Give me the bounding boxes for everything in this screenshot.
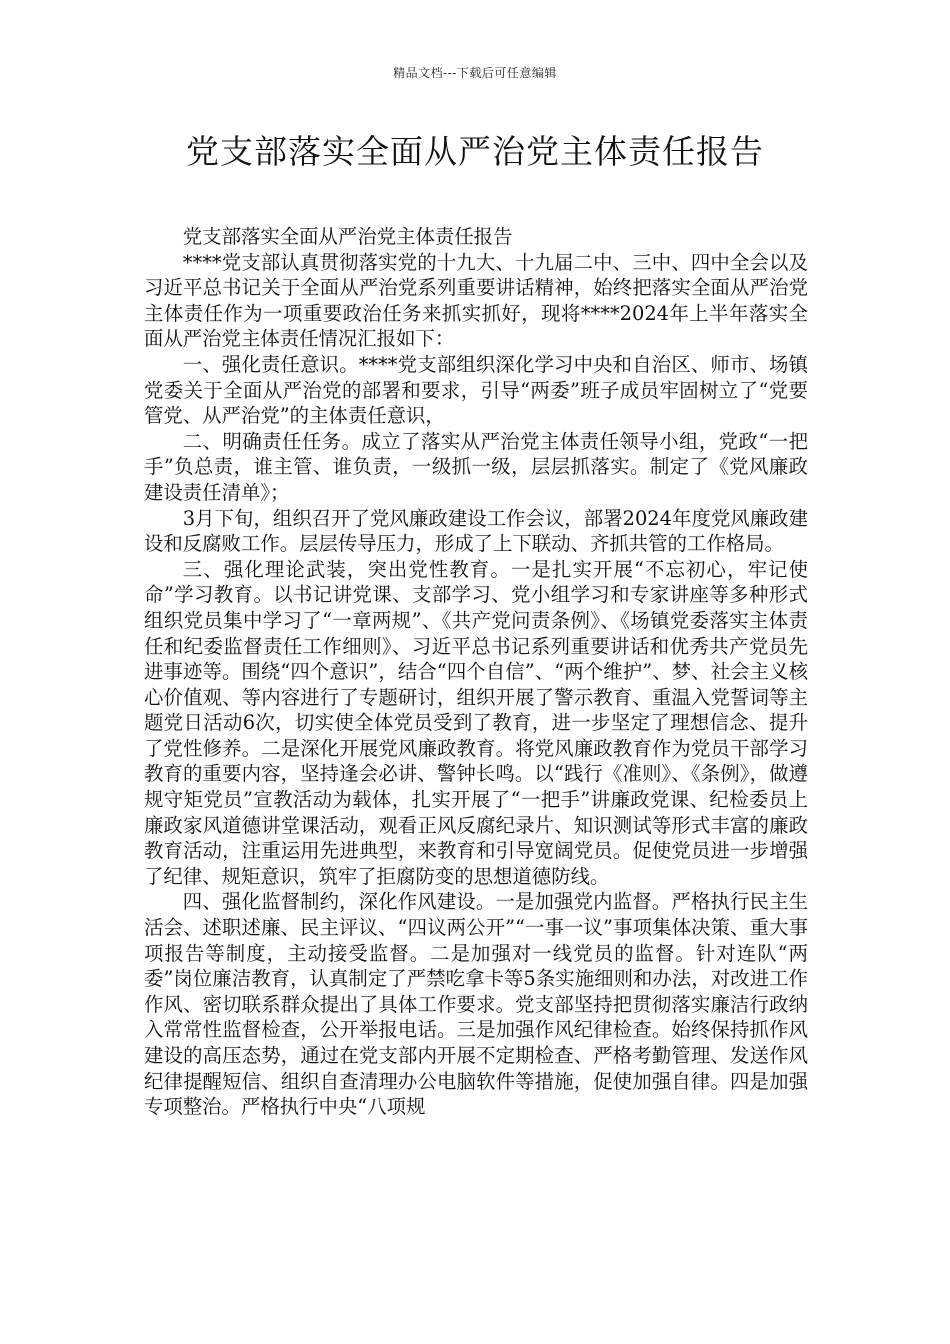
body-paragraph-intro: ****党支部认真贯彻落实党的十九大、十九届二中、三中、四中全会以及习近平总书记关于全面从严治党系列重要讲话精神，始终把落实全面从严治党主体责任作为一项重要政治任务来抓实抓好，现将****2024年上半年落实全面从严治党主体责任情况汇报如下：	[144, 250, 808, 351]
body-paragraph-section-3: 三、强化理论武装，突出党性教育。一是扎实开展“不忘初心，牢记使命”学习教育。以书记讲党课、支部学习、党小组学习和专家讲座等多种形式组织党员集中学习了“一章两规”、《共产党问责条例》、《场镇党委落实主体责任和纪委监督责任工作细则》、习近平总书记系列重要讲话和优秀共产党员先进事迹等。围绕“四个意识”，结合“四个自信”、“两个维护”、梦、社会主义核心价值观、等内容进行了专题研讨，组织开展了警示教育、重温入党誓词等主题党日活动6次，切实使全体党员受到了教育，进一步坚定了理想信念、提升了党性修养。二是深化开展党风廉政教育。将党风廉政教育作为党员干部学习教育的重要内容，坚持逢会必讲、警钟长鸣。以“践行《准则》、《条例》，做遵规守矩党员”宣教活动为载体，扎实开展了“一把手”讲廉政党课、纪检委员上廉政家风道德讲堂课活动，观看正风反腐纪录片、知识测试等形式丰富的廉政教育活动，注重运用先进典型，来教育和引导宽阔党员。促使党员进一步增强了纪律、规矩意识，筑牢了拒腐防变的思想道德防线。	[144, 557, 808, 888]
body-paragraph-section-4: 四、强化监督制约，深化作风建设。一是加强党内监督。严格执行民主生活会、述职述廉、民主评议、“四议两公开”“一事一议”事项集体决策、重大事项报告等制度，主动接受监督。二是加强对一线党员的监督。针对连队“两委”岗位廉洁教育，认真制定了严禁吃拿卡等5条实施细则和办法，对改进工作作风、密切联系群众提出了具体工作要求。党支部坚持把贯彻落实廉洁行政纳入常常性监督检查，公开举报电话。三是加强作风纪律检查。始终保持抓作风建设的高压态势，通过在党支部内开展不定期检查、严格考勤管理、发送作风纪律提醒短信、组织自查清理办公电脑软件等措施，促使加强自律。四是加强专项整治。严格执行中央“八项规	[144, 890, 808, 1119]
document-title: 党支部落实全面从严治党主体责任报告	[186, 132, 764, 171]
document-body	[144, 224, 808, 1120]
header-note: 精品文档---下载后可任意编辑	[393, 66, 557, 80]
body-paragraph-subtitle: 党支部落实全面从严治党主体责任报告	[182, 225, 513, 248]
body-paragraph-section-2: 二、明确责任任务。成立了落实从严治党主体责任领导小组，党政“一把手”负总责，谁主管、谁负责，一级抓一级，层层抓落实。制定了《党风廉政建设责任清单》；	[144, 429, 808, 504]
body-paragraph-section-1: 一、强化责任意识。****党支部组织深化学习中央和自治区、师市、场镇党委关于全面从严治党的部署和要求，引导“两委”班子成员牢固树立了“党要管党、从严治党”的主体责任意识，	[144, 352, 808, 428]
body-paragraph-section-2-cont: 3月下旬，组织召开了党风廉政建设工作会议，部署2024年度党风廉政建设和反腐败工作。层层传导压力，形成了上下联动、齐抓共管的工作格局。	[144, 506, 808, 556]
